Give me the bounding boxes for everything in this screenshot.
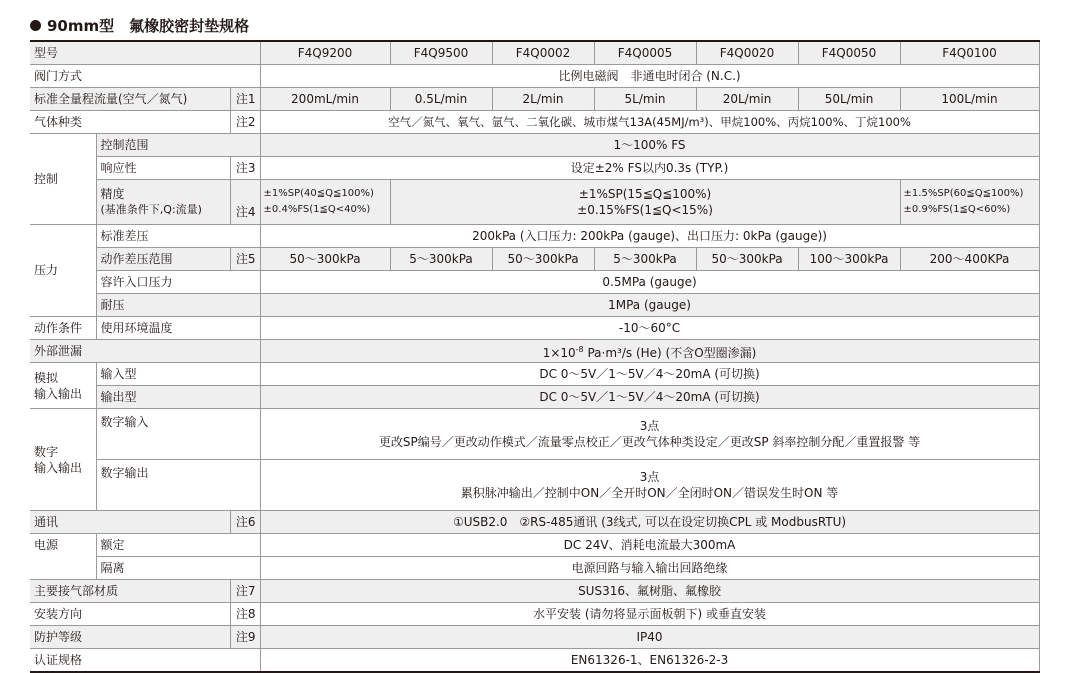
row-op-dp xyxy=(30,248,1039,271)
label-power: 电源 xyxy=(30,534,96,580)
note-mount: 注8 xyxy=(230,603,260,626)
opdp-4: 50～300kPa xyxy=(696,248,798,271)
accuracy-c2: ±0.9%FS(1≦Q<60%) xyxy=(903,204,1011,215)
row-material xyxy=(30,580,1039,603)
opdp-3: 5～300kPa xyxy=(594,248,696,271)
label-gas: 气体种类 xyxy=(30,111,230,134)
dout-count: 3点 xyxy=(639,470,660,484)
label-digital xyxy=(30,409,96,511)
flow-0: 200mL/min xyxy=(260,88,390,111)
accuracy-title: 精度 xyxy=(100,187,125,201)
label-leak: 外部泄漏 xyxy=(30,340,260,363)
label-temp: 使用环境温度 xyxy=(96,317,260,340)
row-temp xyxy=(30,317,1039,340)
leak-exponent: -8 xyxy=(575,344,584,354)
accuracy-a xyxy=(260,180,390,225)
model-4: F4Q0020 xyxy=(696,41,798,65)
label-response: 响应性 xyxy=(96,157,230,180)
value-digital-in xyxy=(260,409,1039,460)
value-leak xyxy=(260,340,1039,363)
opdp-5: 100～300kPa xyxy=(798,248,900,271)
flow-5: 50L/min xyxy=(798,88,900,111)
row-valve xyxy=(30,65,1039,88)
accuracy-a1: ±1%SP(40≦Q≦100%) xyxy=(263,188,374,199)
bullet-icon xyxy=(30,20,41,31)
opdp-1: 5～300kPa xyxy=(390,248,492,271)
value-cert: EN61326-1、EN61326-2-3 xyxy=(260,649,1039,673)
label-comm: 通讯 xyxy=(30,511,230,534)
row-control-range xyxy=(30,134,1039,157)
label-std-dp: 标准差压 xyxy=(96,225,260,248)
leak-base: 1×10 xyxy=(542,345,576,360)
label-analog xyxy=(30,363,96,409)
row-cert xyxy=(30,649,1039,673)
digital-label-2: 输入输出 xyxy=(34,460,83,475)
page-title xyxy=(30,14,249,36)
spec-table xyxy=(30,40,1040,673)
digital-label-1: 数字 xyxy=(34,444,59,459)
label-range: 控制范围 xyxy=(96,134,260,157)
note-comm: 注6 xyxy=(230,511,260,534)
row-inlet xyxy=(30,271,1039,294)
label-analog-out: 输出型 xyxy=(96,386,260,409)
row-gas xyxy=(30,111,1039,134)
row-std-dp xyxy=(30,225,1039,248)
label-valve: 阀门方式 xyxy=(30,65,260,88)
opdp-6: 200～400KPa xyxy=(900,248,1039,271)
accuracy-c1: ±1.5%SP(60≦Q≦100%) xyxy=(903,188,1024,199)
note-op-dp: 注5 xyxy=(230,248,260,271)
value-inlet: 0.5MPa (gauge) xyxy=(260,271,1039,294)
row-proof xyxy=(30,294,1039,317)
label-rated: 额定 xyxy=(96,534,260,557)
model-6: F4Q0100 xyxy=(900,41,1039,65)
model-2: F4Q0002 xyxy=(492,41,594,65)
row-analog-out xyxy=(30,386,1039,409)
value-material: SUS316、氟树脂、氟橡胶 xyxy=(260,580,1039,603)
label-flow: 标准全量程流量(空气／氮气) xyxy=(30,88,230,111)
dout-value: 累积脉冲输出／控制中ON／全开时ON／全闭时ON／错误发生时ON 等 xyxy=(460,486,839,500)
leak-unit: Pa·m³/s (He) (不含O型圈渗漏) xyxy=(583,345,757,360)
value-temp: -10～60°C xyxy=(260,317,1039,340)
label-pressure: 压力 xyxy=(30,225,96,317)
note-response: 注3 xyxy=(230,157,260,180)
opdp-0: 50～300kPa xyxy=(260,248,390,271)
model-1: F4Q9500 xyxy=(390,41,492,65)
analog-label-1: 模拟 xyxy=(34,370,59,385)
value-valve: 比例电磁阀 非通电时闭合 (N.C.) xyxy=(260,65,1039,88)
label-model: 型号 xyxy=(30,41,260,65)
value-std-dp: 200kPa (入口压力: 200kPa (gauge)、出口压力: 0kPa (gauge)) xyxy=(260,225,1039,248)
row-rated xyxy=(30,534,1039,557)
flow-2: 2L/min xyxy=(492,88,594,111)
value-rated: DC 24V、消耗电流最大300mA xyxy=(260,534,1039,557)
note-material: 注7 xyxy=(230,580,260,603)
din-value: 更改SP编号／更改动作模式／流量零点校正／更改气体种类设定／更改SP 斜率控制分配／重置报警 等 xyxy=(378,435,921,449)
value-analog-out: DC 0～5V／1～5V／4～20mA (可切换) xyxy=(260,386,1039,409)
row-protect xyxy=(30,626,1039,649)
value-analog-in: DC 0～5V／1～5V／4～20mA (可切换) xyxy=(260,363,1039,386)
label-protect: 防护等级 xyxy=(30,626,230,649)
note-accuracy: 注4 xyxy=(230,180,260,225)
flow-3: 5L/min xyxy=(594,88,696,111)
accuracy-b xyxy=(390,180,900,225)
row-flow xyxy=(30,88,1039,111)
row-digital-out xyxy=(30,460,1039,511)
din-count: 3点 xyxy=(639,419,660,433)
model-5: F4Q0050 xyxy=(798,41,900,65)
label-material: 主要接气部材质 xyxy=(30,580,230,603)
value-iso: 电源回路与输入输出回路绝缘 xyxy=(260,557,1039,580)
label-proof: 耐压 xyxy=(96,294,260,317)
flow-4: 20L/min xyxy=(696,88,798,111)
value-digital-out xyxy=(260,460,1039,511)
accuracy-b1: ±1%SP(15≦Q≦100%) xyxy=(578,187,712,201)
accuracy-sub: (基准条件下,Q:流量) xyxy=(100,203,202,216)
value-response: 设定±2% FS以内0.3s (TYP.) xyxy=(260,157,1039,180)
value-mount: 水平安装 (请勿将显示面板朝下) 或垂直安装 xyxy=(260,603,1039,626)
label-digital-out: 数字输出 xyxy=(96,460,260,511)
row-model xyxy=(30,41,1039,65)
row-leak xyxy=(30,340,1039,363)
analog-label-2: 输入输出 xyxy=(34,386,83,401)
note-gas: 注2 xyxy=(230,111,260,134)
row-response xyxy=(30,157,1039,180)
label-cert: 认证规格 xyxy=(30,649,260,673)
value-proof: 1MPa (gauge) xyxy=(260,294,1039,317)
note-protect: 注9 xyxy=(230,626,260,649)
value-range: 1～100% FS xyxy=(260,134,1039,157)
label-accuracy xyxy=(96,180,230,225)
model-3: F4Q0005 xyxy=(594,41,696,65)
label-op-dp: 动作差压范围 xyxy=(96,248,230,271)
label-inlet: 容许入口压力 xyxy=(96,271,260,294)
row-digital-in xyxy=(30,409,1039,460)
row-mount xyxy=(30,603,1039,626)
label-iso: 隔离 xyxy=(96,557,260,580)
row-analog-in xyxy=(30,363,1039,386)
row-iso xyxy=(30,557,1039,580)
accuracy-b2: ±0.15%FS(1≦Q<15%) xyxy=(577,203,713,217)
note-flow: 注1 xyxy=(230,88,260,111)
value-gas: 空气／氮气、氧气、氩气、二氧化碳、城市煤气13A(45MJ/m³)、甲烷100%、丙烷100%、丁烷100% xyxy=(260,111,1039,134)
value-comm: ①USB2.0 ②RS-485通讯 (3线式, 可以在设定切换CPL 或 ModbusRTU) xyxy=(260,511,1039,534)
flow-1: 0.5L/min xyxy=(390,88,492,111)
row-comm xyxy=(30,511,1039,534)
model-0: F4Q9200 xyxy=(260,41,390,65)
flow-6: 100L/min xyxy=(900,88,1039,111)
opdp-2: 50～300kPa xyxy=(492,248,594,271)
label-control: 控制 xyxy=(30,134,96,225)
accuracy-c xyxy=(900,180,1039,225)
title-text: 90mm型 氟橡胶密封垫规格 xyxy=(47,16,250,35)
label-cond: 动作条件 xyxy=(30,317,96,340)
label-digital-in: 数字输入 xyxy=(96,409,260,460)
label-analog-in: 输入型 xyxy=(96,363,260,386)
label-mount: 安装方向 xyxy=(30,603,230,626)
accuracy-a2: ±0.4%FS(1≦Q<40%) xyxy=(263,204,371,215)
row-accuracy xyxy=(30,180,1039,225)
value-protect: IP40 xyxy=(260,626,1039,649)
